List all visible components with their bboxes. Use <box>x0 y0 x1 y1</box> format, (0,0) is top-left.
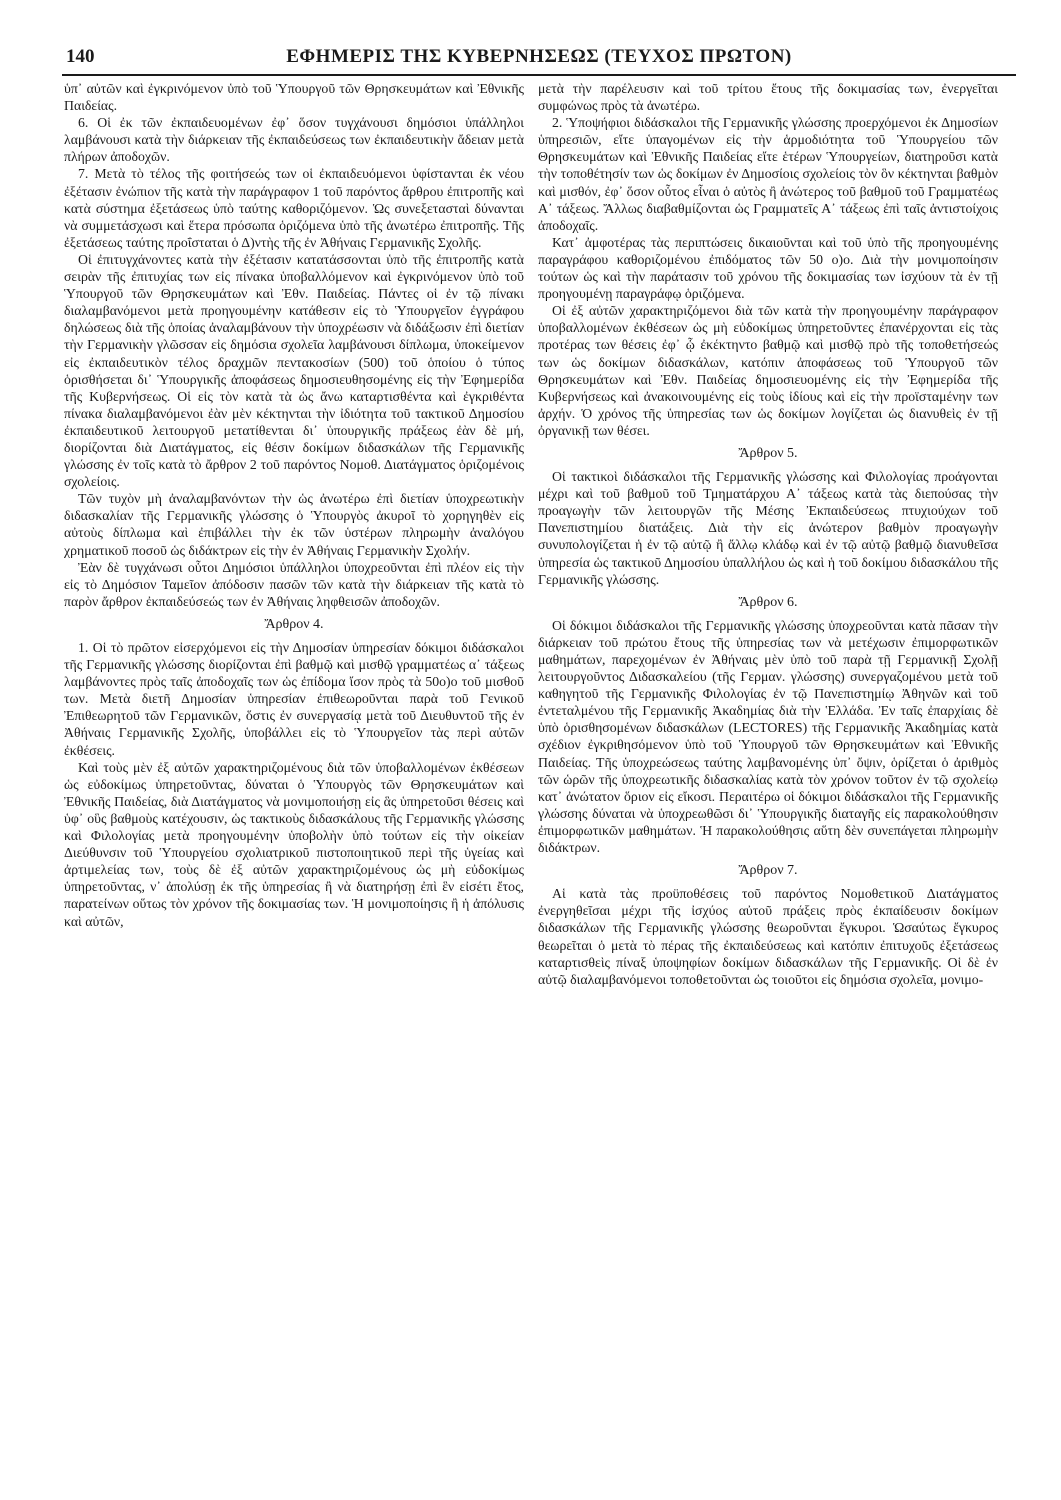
paragraph: Οἱ ἐπιτυγχάνοντες κατὰ τὴν ἐξέτασιν κατατάσσονται ὑπὸ τῆς ἐπιτροπῆς κατὰ σειρὰν τῆς ἐπιτυχίας των εἰς πίνακα ὑποβαλλόμενον καὶ ἐγκρινόμενον ὑπὸ τοῦ Ὑπουργοῦ τῶν Θρησκευμάτων καὶ Ἐθν. Παιδείας. Πάντες οἱ ἐν τῷ πίνακι διαλαμβανόμενοι μετὰ προηγουμένην κατάθεσιν εἰς τὸ Ὑπουργεῖον ἐγγράφου δηλώσεως διὰ τῆς ὁποίας ἀναλαμβάνουν τὴν ὑποχρέωσιν νὰ διδάξωσιν ἐπὶ διετίαν τὴν Γερμανικὴν γλῶσσαν εἰς δημόσια σχολεῖα λαμβάνουσι δίπλωμα, ὑποκείμενον εἰς ἐκπαιδευτικὸν τέλος δραχμῶν πεντακοσίων (500) τοῦ ὁποίου ὁ τύπος ὁρισθήσεται δι᾽ Ὑπουργικῆς ἀποφάσεως δημοσιευθησομένης εἰς τὴν Ἐφημερίδα τῆς Κυβερνήσεως. Οἱ εἰς τὸν κατὰ τὰ ὡς ἄνω καταρτισθέντα καὶ ἐγκριθέντα πίνακα διαλαμβανόμενοι ἐὰν μὲν κέκτηνται τὴν ἰδιότητα τοῦ τακτικοῦ Δημοσίου ἐκπαιδευτικοῦ λειτουργοῦ μετατίθενται δι᾽ ὑπουργικῆς πράξεως ἐὰν δὲ μή, διορίζονται διὰ Διατάγματος, εἰς θέσιν δοκίμων διδασκάλων τῆς Γερμανικῆς γλώσσης ἐν τοῖς κατὰ τὸ ἄρθρον 2 τοῦ παρόντος Νομοθ. Διατάγματος ὁριζομένοις σχολείοις. <box>64 251 524 490</box>
paragraph-item-7: 7. Μετὰ τὸ τέλος τῆς φοιτήσεώς των οἱ ἐκπαιδευόμενοι ὑφίστανται ἐκ νέου ἐξέτασιν ἐνώπιον τῆς κατὰ τὴν παράγραφον 1 τοῦ παρόντος ἄρθρου ἐπιτροπῆς καὶ κατὰ σύστημα ἐξετάσεως ὑπὸ ταύτης καθοριζόμενον. Ὡς συνεξετασταὶ δύνανται νὰ συμμετάσχωσι καὶ ἕτερα πρόσωπα ὁριζόμενα ὑπὸ τῆς ἀνωτέρω ἐπιτροπῆς. Τῆς ἐξετάσεως ταύτης προΐσταται ὁ Δ)ντὴς τῆς ἐν Ἀθήναις Γερμανικῆς Σχολῆς. <box>64 166 524 250</box>
paragraph: Τῶν τυχὸν μὴ ἀναλαμβανόντων τὴν ὡς ἀνωτέρω ἐπὶ διετίαν ὑποχρεωτικὴν διδασκαλίαν τῆς Γερμανικῆς γλώσσης ὁ Ὑπουργὸς ἀκυροῖ τὸ χορηγηθὲν εἰς αὐτοὺς δίπλωμα καὶ ἐπιβάλλει τὴν ἐκ τῶν ὑστέρων πληρωμὴν ἀναλόγου χρηματικοῦ ποσοῦ ὡς διδάκτρων εἰς τὴν ἐν Ἀθήναις Γερμανικὴν Σχολήν. <box>64 491 524 558</box>
page-header <box>62 44 1016 76</box>
paragraph-item-6: 6. Οἱ ἐκ τῶν ἐκπαιδευομένων ἐφ᾽ ὅσον τυγχάνουσι δημόσιοι ὑπάλληλοι λαμβάνουσι κατὰ τὴν διάρκειαν τῆς ἐκπαιδεύσεως των ἐκπαιδευτικὴν ἄδειαν μετὰ πλήρων ἀποδοχῶν. <box>64 115 524 165</box>
article-heading-6: Ἄρθρον 6. <box>738 594 798 610</box>
left-column <box>64 80 524 1480</box>
paragraph: ὑπ᾽ αὐτῶν καὶ ἐγκρινόμενον ὑπὸ τοῦ Ὑπουργοῦ τῶν Θρησκευμάτων καὶ Ἐθνικῆς Παιδείας. <box>64 81 524 114</box>
article-heading-7: Ἄρθρον 7. <box>738 863 798 879</box>
paragraph: Αἱ κατὰ τὰς προϋποθέσεις τοῦ παρόντος Νομοθετικοῦ Διατάγματος ἐνεργηθεῖσαι μέχρι τῆς ἰσχύος αὐτοῦ πράξεις πρὸς ἐκπαίδευσιν δοκίμων διδασκάλων τῆς Γερμανικῆς γλώσσης θεωροῦνται ἔγκυροι. Ὡσαύτως ἔγκυρος θεωρεῖται ὁ μετὰ τὸ πέρας τῆς ἐκπαιδεύσεως καὶ κατόπιν ἐπιτυχοῦς ἐξετάσεως καταρτισθεὶς πίναξ ὑποψηφίων δοκίμων διδασκάλων τῆς Γερμανικῆς. Οἱ δὲ ἐν αὐτῷ διαλαμβανόμενοι τοποθετοῦνται ὡς τοιοῦτοι εἰς δημόσια σχολεῖα, μονιμο- <box>538 886 998 987</box>
paragraph-item-2: 2. Ὑποψήφιοι διδάσκαλοι τῆς Γερμανικῆς γλώσσης προερχόμενοι ἐκ Δημοσίων ὑπηρεσιῶν, εἴτε ὑπαγομένων εἰς τὴν ἁρμοδιότητα τοῦ Ὑπουργείου τῶν Θρησκευμάτων καὶ Ἐθνικῆς Παιδείας εἴτε ἑτέρων Ὑπουργείων, διατηροῦσι κατὰ τὴν τοποθέτησίν των ὡς δοκίμων ἐν Δημοσίοις σχολείοις τὸν ὃν κέκτηνται βαθμὸν καὶ μισθόν, ἐφ᾽ ὅσον οὗτος εἶναι ὁ αὐτὸς ἢ ἀνώτερος τοῦ βαθμοῦ τοῦ Γραμματέως Α᾽ τάξεως. Ἄλλως διαβαθμίζονται ὡς Γραμματεῖς Α᾽ τάξεως ἐπὶ ταῖς ἀντιστοίχοις ἀποδοχαῖς. <box>538 115 998 233</box>
paragraph: μετὰ τὴν παρέλευσιν καὶ τοῦ τρίτου ἔτους τῆς δοκιμασίας των, ἐνεργεῖται συμφώνως πρὸς τὰ ἀνωτέρω. <box>538 81 998 114</box>
paragraph: Οἱ τακτικοὶ διδάσκαλοι τῆς Γερμανικῆς γλώσσης καὶ Φιλολογίας προάγονται μέχρι καὶ τοῦ βαθμοῦ τοῦ Τμηματάρχου Α᾽ τάξεως κατὰ τὰς διεπούσας τὴν προαγωγὴν τῶν λειτουργῶν τῆς Μέσης Ἐκπαιδεύσεως πτυχιούχων τοῦ Πανεπιστημίου διατάξεις. Διὰ τὴν εἰς ἀνώτερον βαθμὸν προαγωγὴν συνυπολογίζεται ἡ ἐν τῷ αὐτῷ ἢ ἄλλῳ κλάδῳ καὶ ἐν τῷ αὐτῷ βαθμῷ διανυθεῖσα ὑπηρεσία ὡς τακτικοῦ Δημοσίου ὑπαλλήλου ὡς καὶ ἡ τοῦ δοκίμου διδασκάλου τῆς Γερμανικῆς γλώσσης. <box>538 469 998 587</box>
article-heading-4: Ἄρθρον 4. <box>264 616 324 632</box>
paragraph: Ἐὰν δὲ τυγχάνωσι οὗτοι Δημόσιοι ὑπάλληλοι ὑποχρεοῦνται ἐπὶ πλέον εἰς τὴν εἰς τὸ Δημόσιον Ταμεῖον ἀπόδοσιν πασῶν τῶν κατὰ τὴν διάρκειαν τῆς κατὰ τὸ παρὸν ἄρθρον ἐκπαιδεύσεώς των ἐν Ἀθήναις ληφθεισῶν ἀποδοχῶν. <box>64 559 524 609</box>
article-heading-5: Ἄρθρον 5. <box>738 445 798 461</box>
page-number: 140 <box>66 46 95 67</box>
paragraph: Οἱ δόκιμοι διδάσκαλοι τῆς Γερμανικῆς γλώσσης ὑποχρεοῦνται κατὰ πᾶσαν τὴν διάρκειαν τοῦ πρώτου ἔτους τῆς ὑπηρεσίας των νὰ μετέχωσιν ἐπιμορφωτικῶν μαθημάτων, παρεχομένων ἐν Ἀθήναις μὲν ὑπὸ τοῦ παρὰ τῇ Γερμανικῇ Σχολῇ λειτουργοῦντος Διδασκαλείου (τῆς Γερμαν. γλώσσης) συνεργαζομένου μετὰ τοῦ καθηγητοῦ τῆς Γερμανικῆς Φιλολογίας ἐν τῷ Πανεπιστημίῳ Ἀθηνῶν καὶ τοῦ ἐντεταλμένου τῆς Γερμανικῆς Ἀκαδημίας διὰ τὴν Ἑλλάδα. Ἐν ταῖς ἐπαρχίαις δὲ ὑπὸ ὁρισθησομένων διδασκάλων (LECTORES) τῆς Γερμανικῆς Ἀκαδημίας κατὰ σχέδιον ἐγκριθησόμενον ὑπὸ τοῦ Ὑπουργοῦ τῶν Θρησκευμάτων καὶ Ἐθνικῆς Παιδείας. Τῆς ὑποχρεώσεως ταύτης λαμβανομένης ὑπ᾽ ὄψιν, ὁρίζεται ὁ ἀριθμὸς τῶν ὡρῶν τῆς ὑποχρεωτικῆς διδασκαλίας κατὰ τὸν χρόνον τοῦτον ἐν τῷ σχολείῳ κατ᾽ ἀνώτατον ὅριον εἰς εἴκοσι. Περαιτέρω οἱ δόκιμοι διδάσκαλοι τῆς Γερμανικῆς γλώσσης δύναται νὰ ὑποχρεωθῶσι δι᾽ Ὑπουργικῆς διαταγῆς εἰς παρακολούθησιν ἐπιμορφωτικῶν μαθημάτων. Ἡ παρακολούθησις αὕτη δὲν συνεπάγεται πληρωμὴν διδάκτρων. <box>538 617 998 856</box>
paragraph: Οἱ ἐξ αὐτῶν χαρακτηριζόμενοι διὰ τῶν κατὰ τὴν προηγουμένην παράγραφον ὑποβαλλομένων ἐκθέσεων ὡς μὴ εὐδοκίμως ὑπηρετοῦντες ἐπανέρχονται εἰς τὰς προτέρας των θέσεις ἐφ᾽ ᾧ ἐκέκτηντο βαθμῷ καὶ μισθῷ πρὸ τῆς τοποθετήσεώς των ὡς δοκίμων διδασκάλων, κατόπιν ἀποφάσεως τοῦ Ὑπουργοῦ τῶν Θρησκευμάτων καὶ Ἐθν. Παιδείας δημοσιευομένης εἰς τὴν Ἐφημερίδα τῆς Κυβερνήσεως καὶ ἀνακοινουμένης εἰς τοὺς ἰδίους καὶ εἰς τὴν προϊσταμένην των ἀρχήν. Ὁ χρόνος τῆς ὑπηρεσίας των ὡς δοκίμων λογίζεται ὡς διανυθεὶς ἐν τῇ ὀργανικῇ των θέσει. <box>538 303 998 438</box>
paragraph: Καὶ τοὺς μὲν ἐξ αὐτῶν χαρακτηριζομένους διὰ τῶν ὑποβαλλομένων ἐκθέσεων ὡς εὐδοκίμως ὑπηρετοῦντας, δύναται ὁ Ὑπουργὸς τῶν Θρησκευμάτων καὶ Ἐθνικῆς Παιδείας, διὰ Διατάγματος νὰ μονιμοποιήσῃ εἰς ἃς ὑπηρετοῦσι θέσεις καὶ ὑφ᾽ οὓς βαθμοὺς κατέχουσιν, ὡς τακτικοὺς διδασκάλους τῆς Γερμανικῆς γλώσσης καὶ Φιλολογίας μετὰ προηγουμένην ὑποβολὴν ὑπὸ τούτων εἰς τὴν οἰκείαν Διεύθυνσιν τοῦ Ὑπουργείου σχολιατρικοῦ πιστοποιητικοῦ περὶ τῆς ὑγείας καὶ ἀρτιμελείας των, τοὺς δὲ ἐξ αὐτῶν χαρακτηριζομένους ὡς μὴ εὐδοκίμως ὑπηρετοῦντας, ν᾽ ἀπολύσῃ ἐκ τῆς ὑπηρεσίας ἢ νὰ διατηρήσῃ ἐπὶ ἓν εἰσέτι ἔτος, παρατείνων οὕτως τὸν χρόνον τῆς δοκιμασίας των. Ἡ μονιμοποίησις ἢ ἡ ἀπόλυσις καὶ αὐτῶν, <box>64 759 524 929</box>
paragraph: 1. Οἱ τὸ πρῶτον εἰσερχόμενοι εἰς τὴν Δημοσίαν ὑπηρεσίαν δόκιμοι διδάσκαλοι τῆς Γερμανικῆς γλώσσης διορίζονται ἐπὶ βαθμῷ καὶ μισθῷ γραμματέως α᾽ τάξεως λαμβάνοντες πρὸς ταῖς ἀποδοχαῖς των ὡς ἐπίδομα ἴσον πρὸς τὰ 50ο)ο τοῦ μισθοῦ των. Μετὰ διετῆ Δημοσίαν ὑπηρεσίαν ἐπιθεωροῦνται παρὰ τοῦ Γενικοῦ Ἐπιθεωρητοῦ τῶν Γερμανικῶν, ὅστις ἐν συνεργασίᾳ μετὰ τοῦ Διευθυντοῦ τῆς ἐν Ἀθήναις Γερμανικῆς Σχολῆς, ὑποβάλλει εἰς τὸ Ὑπουργεῖον τὰς περὶ αὐτῶν ἐκθέσεις. <box>64 640 524 758</box>
right-column <box>538 80 998 1480</box>
paragraph: Κατ᾽ ἀμφοτέρας τὰς περιπτώσεις δικαιοῦνται καὶ τοῦ ὑπὸ τῆς προηγουμένης παραγράφου καθοριζομένου ἐπιδόματος τῶν 50 ο)ο. Διὰ τὴν μονιμοποίησιν τούτων ὡς καὶ τὴν παράτασιν τοῦ χρόνου τῆς δοκιμασίας των ἰσχύουν τὰ ἐν τῇ προηγουμένῃ παραγράφῳ ὁριζόμενα. <box>538 234 998 302</box>
running-title: ΕΦΗΜΕΡΙΣ ΤΗΣ ΚΥΒΕΡΝΗΣΕΩΣ (ΤΕΥΧΟΣ ΠΡΩΤΟΝ) <box>286 46 792 67</box>
